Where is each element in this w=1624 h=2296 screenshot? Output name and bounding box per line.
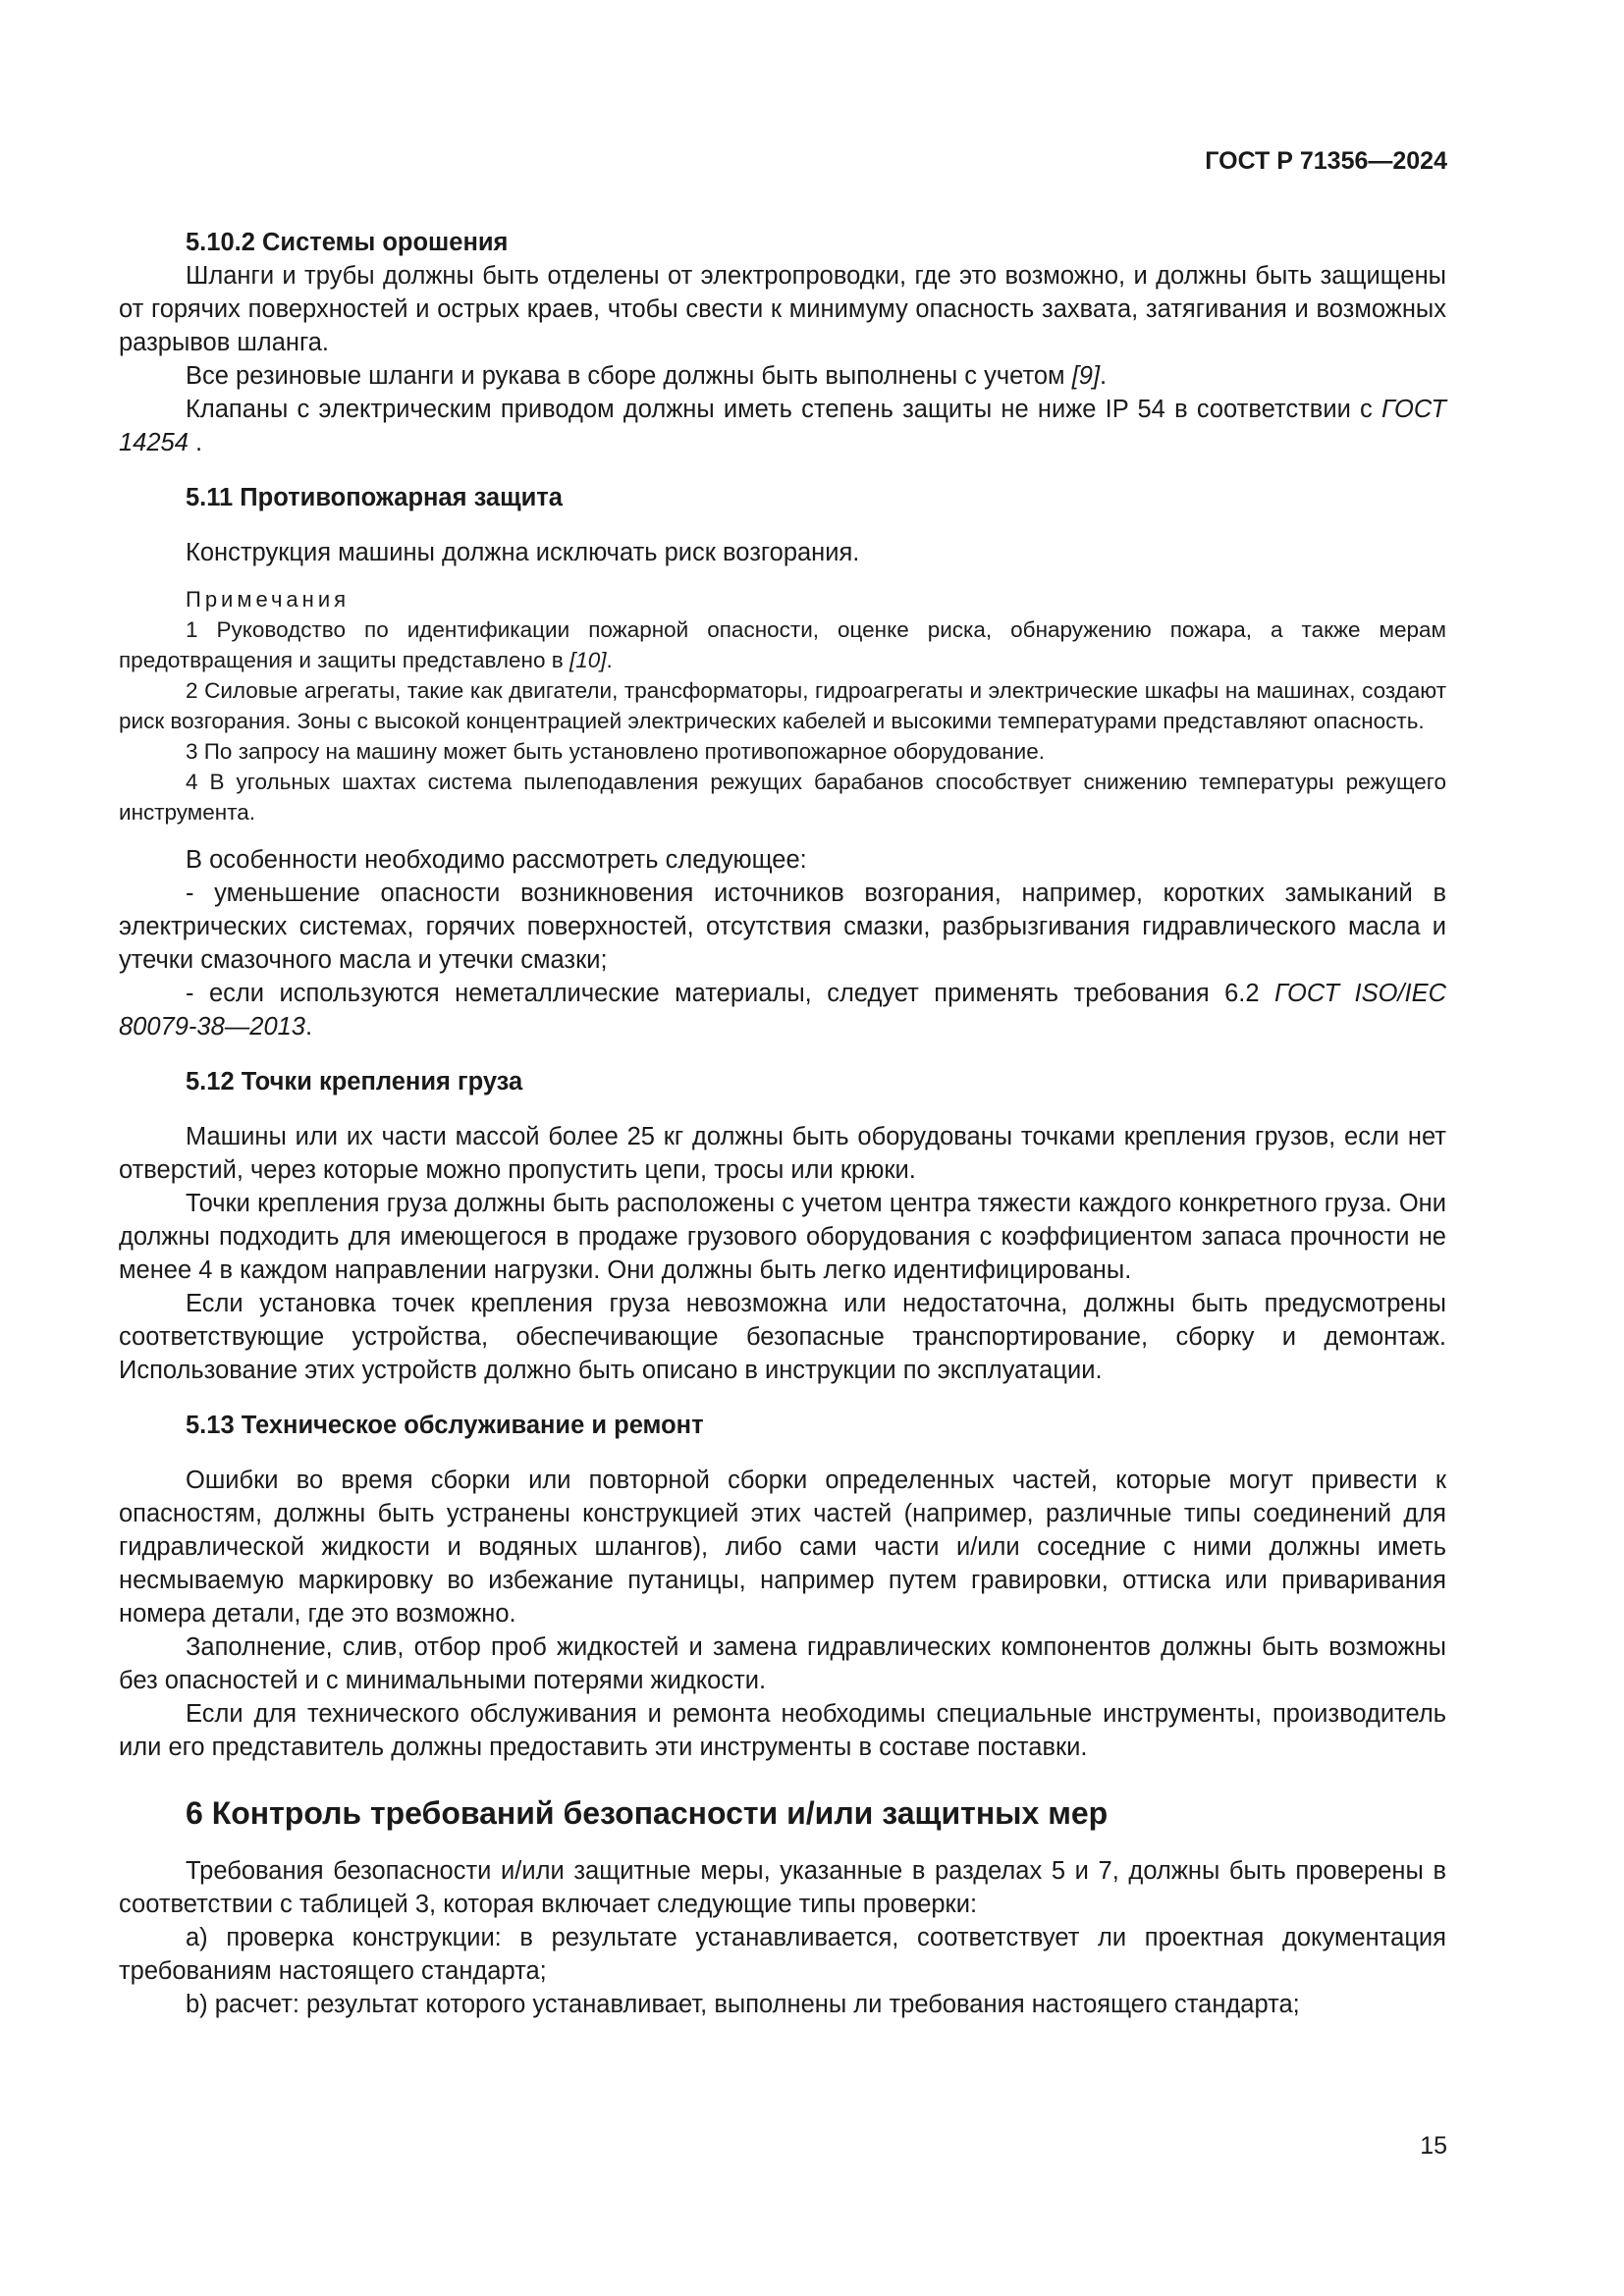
note: 4 В угольных шахтах система пылеподавления режущих барабанов способствует снижению температуры режущего инструмента. [119, 770, 1446, 825]
paragraph: Заполнение, слив, отбор проб жидкостей и замена гидравлических компонентов должны быть возможны без опасностей и с минимальными потерями жидкости. [119, 1633, 1446, 1694]
paragraph: Если установка точек крепления груза невозможна или недостаточна, должны быть предусмотрены соответствующие устройства, обеспечивающие безопасные транспортирование, сборку и демонтаж. Использование этих устройств должно быть описано в инструкции по эксплуатации. [119, 1290, 1446, 1384]
note: 1 Руководство по идентификации пожарной опасности, оценке риска, обнаружению пожара, а также мерам предотвращения и защиты представлено в [10]. [119, 617, 1446, 672]
page-content [119, 226, 1446, 2021]
reference-link: [9] [1071, 362, 1101, 390]
section-5-12-title: 5.12 Точки крепления груза [186, 1068, 523, 1095]
section-5-10-2-title: 5.10.2 Системы орошения [186, 229, 509, 256]
section-6-title: 6 Контроль требований безопасности и/или защитных мер [186, 1795, 1109, 1831]
reference-link: ГОСТ ISO/IEC 80079-38—2013 [119, 980, 1447, 1041]
notes-label: Примечания [186, 587, 351, 612]
paragraph: Требования безопасности и/или защитные меры, указанные в разделах 5 и 7, должны быть проверены в соответствии с таблицей 3, которая включает следующие типы проверки: [119, 1857, 1446, 1918]
note: 3 По запросу на машину может быть установлено противопожарное оборудование. [186, 739, 1045, 764]
paragraph: Ошибки во время сборки или повторной сборки определенных частей, которые могут привести к опасностям, должны быть устранены конструкцией этих частей (например, различные типы соединений для гидравлической жидкости и водяных шлангов), либо сами части и/или соседние с ними должны иметь несмываемую маркировку во избежание путаницы, например путем гравировки, оттиска или приваривания номера детали, где это возможно. [119, 1467, 1446, 1628]
paragraph: - уменьшение опасности возникновения источников возгорания, например, коротких замыканий в электрических системах, горячих поверхностей, отсутствия смазки, разбрызгивания гидравлического масла и утечки смазочного масла и утечки смазки; [119, 880, 1446, 974]
document-code: ГОСТ Р 71356—2024 [1205, 147, 1447, 175]
reference-link: [10] [568, 648, 607, 672]
page-number: 15 [1420, 2132, 1447, 2160]
paragraph: - если используются неметаллические материалы, следует применять требования 6.2 ГОСТ ISO/IEC 80079-38—2013. [119, 980, 1447, 1041]
paragraph: b) расчет: результат которого устанавливает, выполнены ли требования настоящего стандарта; [186, 1991, 1300, 2018]
paragraph: a) проверка конструкции: в результате устанавливается, соответствует ли проектная документация требованиям настоящего стандарта; [119, 1924, 1446, 1985]
reference-link: ГОСТ 14254 [119, 396, 1446, 456]
paragraph: В особенности необходимо рассмотреть следующее: [186, 846, 807, 874]
paragraph: Шланги и трубы должны быть отделены от электропроводки, где это возможно, и должны быть защищены от горячих поверхностей и острых краев, чтобы свести к минимуму опасность захвата, затягивания и возможных разрывов шланга. [119, 262, 1446, 356]
paragraph: Точки крепления груза должны быть расположены с учетом центра тяжести каждого конкретного груза. Они должны подходить для имеющегося в продаже грузового оборудования с коэффициентом запаса прочности не менее 4 в каждом направлении нагрузки. Они должны быть легко идентифицированы. [119, 1190, 1446, 1284]
paragraph: Если для технического обслуживания и ремонта необходимы специальные инструменты, производитель или его представитель должны предоставить эти инструменты в составе поставки. [119, 1700, 1446, 1761]
paragraph: Клапаны с электрическим приводом должны иметь степень защиты не ниже IP 54 в соответствии с ГОСТ 14254 . [119, 396, 1446, 456]
section-5-11-title: 5.11 Противопожарная защита [186, 484, 563, 511]
paragraph: Конструкция машины должна исключать риск возгорания. [186, 539, 860, 566]
paragraph: Машины или их части массой более 25 кг должны быть оборудованы точками крепления грузов, если нет отверстий, через которые можно пропустить цепи, тросы или крюки. [119, 1123, 1446, 1184]
section-5-13-title: 5.13 Техническое обслуживание и ремонт [186, 1412, 704, 1439]
note: 2 Силовые агрегаты, такие как двигатели, трансформаторы, гидроагрегаты и электрические шкафы на машинах, создают риск возгорания. Зоны с высокой концентрацией электрических кабелей и высокими температурами представляют опасность. [119, 678, 1446, 733]
paragraph: Все резиновые шланги и рукава в сборе должны быть выполнены с учетом [9]. [186, 362, 1108, 390]
